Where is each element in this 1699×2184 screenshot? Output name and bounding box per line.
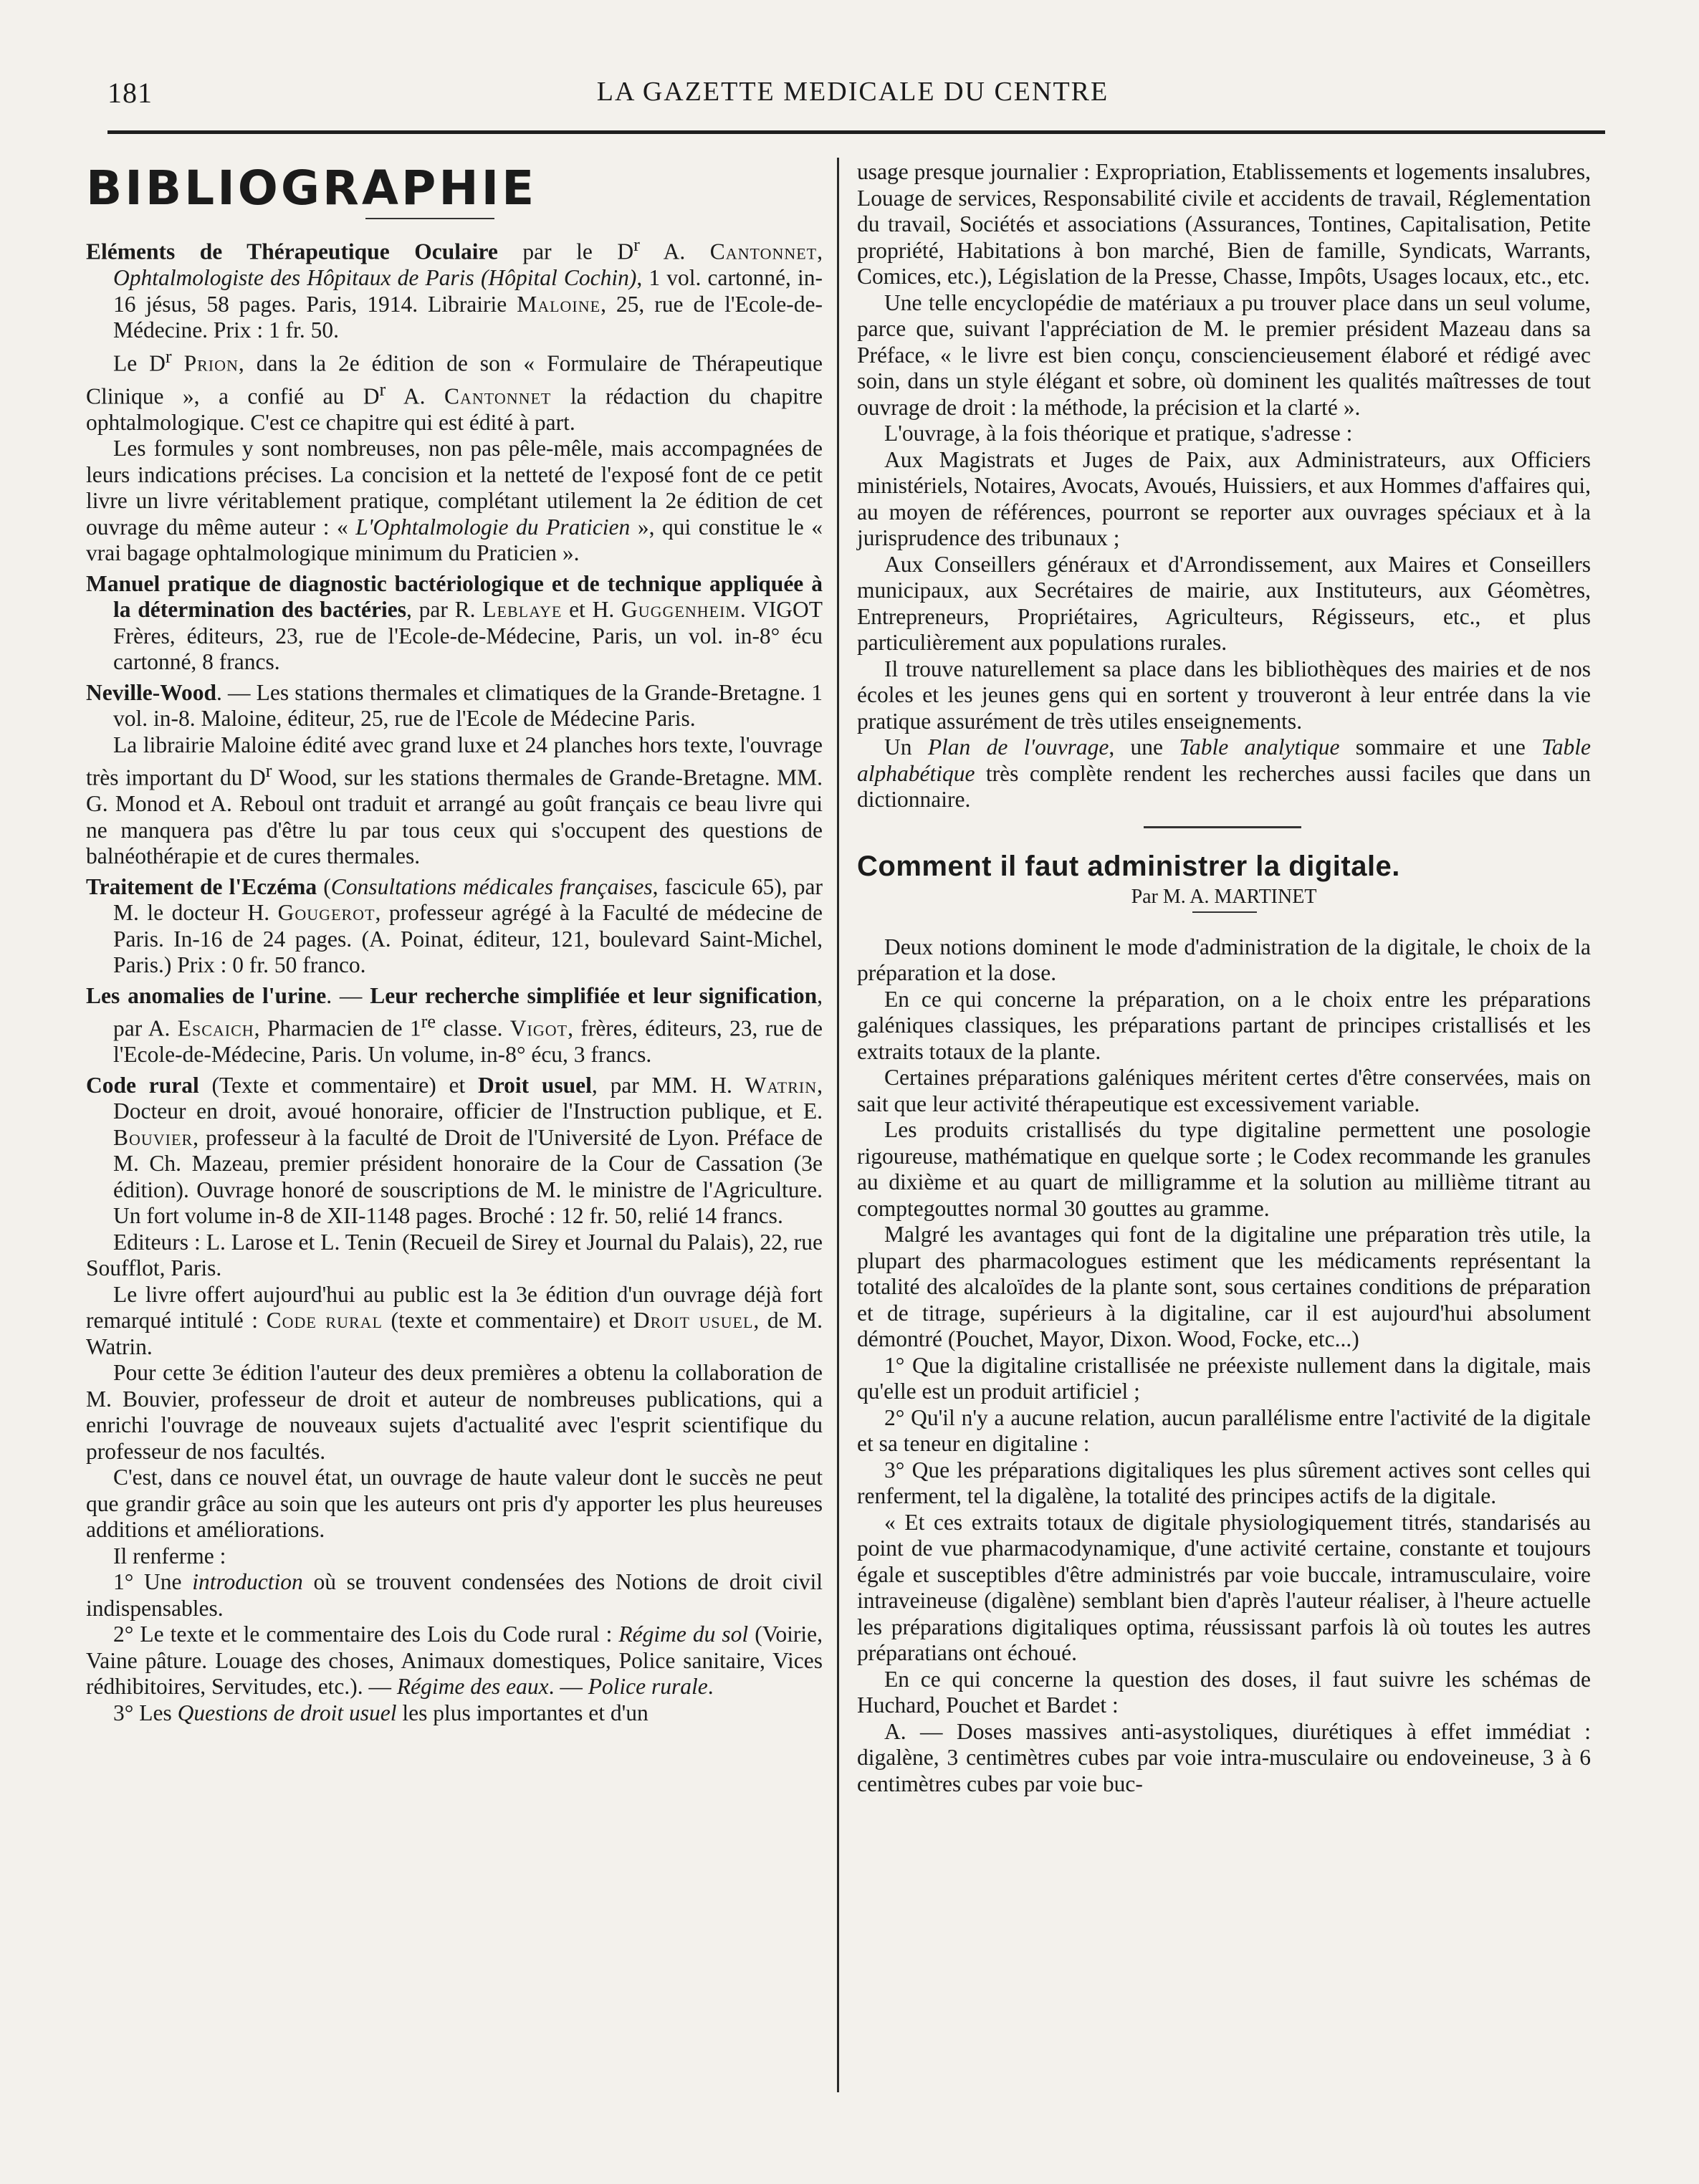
text-run: (Voirie, Vaine pâture. Louage des choses, Animaux domestiques, Police sanitaire, Vices rédhibitoires, Servitudes, etc.). — — [86, 1622, 823, 1699]
text-run: introduction — [192, 1569, 303, 1594]
text-run — [172, 350, 184, 375]
text-run: la rédaction du chapitre ophtalmologique. C'est ce chapitre qui est édité à part. — [86, 383, 823, 435]
entry-text: re — [421, 1011, 436, 1032]
text-run: , de M. Watrin. — [86, 1308, 823, 1359]
article-paragraph: 2° Qu'il n'y a aucune relation, aucun parallélisme entre l'activité de la digitale et sa teneur en digitaline : — [857, 1404, 1591, 1456]
entry-text: , frères, éditeurs, 23, rue de l'Ecole-de-Médecine, Paris. Un volume, in-8° écu, 3 francs. — [113, 1015, 823, 1067]
review-paragraph — [86, 1700, 823, 1727]
entry-text: ( — [317, 873, 331, 899]
text-run: A. — [386, 383, 444, 408]
entry-text: Ophtalmologiste des Hôpitaux de Paris (Hôpital Cochin) — [113, 265, 637, 290]
right-column — [857, 159, 1591, 1797]
text-run: r — [265, 760, 272, 781]
bibliography-entry — [86, 1073, 823, 1230]
text-run: Régime des eaux — [396, 1674, 549, 1699]
entry-title: Manuel pratique de diagnostic bactériologique et de technique appliquée à la détermination des bactéries — [86, 570, 823, 622]
journal-title: LA GAZETTE MEDICALE DU CENTRE — [596, 77, 1109, 107]
text-run: Police rurale — [588, 1674, 708, 1699]
column-divider — [837, 158, 839, 2092]
text-run: Table alphabétique — [857, 734, 1591, 786]
author-name: Prion — [183, 350, 239, 375]
review-paragraph — [86, 344, 823, 436]
article-paragraph: 3° Que les préparations digitaliques les plus sûrement actives sont celles qui renferment, tel la digalène, la totalité des principes actifs de la digitale. — [857, 1457, 1591, 1508]
entry-text: , Docteur en droit, avoué honoraire, officier de l'Instruction publique, et E. — [113, 1072, 823, 1124]
entry-text: . VIGOT Frères, éditeurs, 23, rue de l'Ecole-de-Médecine, Paris, un vol. in-8° écu cartonné, 8 francs. — [113, 597, 823, 674]
entry-title: Neville-Wood — [86, 679, 216, 705]
entry-text: Consultations médicales françaises — [330, 873, 653, 899]
entry-text: A. — [639, 239, 710, 264]
review-paragraph — [86, 436, 823, 567]
entry-title: Eléments de Thérapeutique Oculaire — [86, 239, 498, 264]
entry-text: , par MM. H. — [591, 1072, 745, 1098]
review-paragraph: Aux Magistrats et Juges de Paix, aux Administrateurs, aux Officiers ministériels, Notaires, Avocats, Avoués, Huissiers, et aux Hommes d'affaires qui, au moyen de références, pourront se reporter aux ouvrages spéciaux et à la jurisprudence des tribunaux ; — [857, 446, 1591, 550]
byline-rule — [1192, 911, 1257, 913]
text-run: Le livre offert aujourd'hui au public est la 3e édition d'un ouvrage déjà fort remarqué intitulé : — [86, 1281, 823, 1333]
text-run: . — — [548, 1674, 588, 1699]
article-title: Comment il faut administrer la digitale. — [857, 850, 1400, 882]
author-name: Escaich — [177, 1015, 254, 1041]
author-name: Cantonnet — [709, 239, 818, 264]
author-name: Watrin — [745, 1072, 818, 1098]
text-run: Plan de l'ouvrage — [927, 734, 1109, 760]
text-run: Régime du sol — [618, 1622, 749, 1647]
publisher-name: Vigot — [509, 1015, 568, 1041]
article-paragraph: En ce qui concerne la question des doses, il faut suivre les schémas de Huchard, Pouchet et Bardet : — [857, 1666, 1591, 1718]
page-header — [107, 76, 1598, 119]
publisher-name: Maloine — [517, 291, 601, 317]
text-run: , une — [1109, 734, 1179, 760]
text-run: r — [165, 345, 172, 367]
author-name: Guggenheim — [621, 597, 740, 622]
entry-title: Code rural — [86, 1072, 199, 1098]
entry-text: , 1 vol. cartonné, in-16 jésus, 58 pages. Paris, 1914. Librairie — [113, 265, 823, 317]
article-paragraph: 1° Que la digitaline cristallisée ne préexiste nullement dans la digitale, mais qu'elle est un produit artificiel ; — [857, 1352, 1591, 1404]
article-paragraph: Deux notions dominent le mode d'administration de la digitale, le choix de la préparation et la dose. — [857, 934, 1591, 985]
text-run: Droit usuel — [633, 1308, 754, 1333]
review-paragraph: Aux Conseillers généraux et d'Arrondissement, aux Maires et Conseillers municipaux, aux Secrétaires de mairie, aux Instituteurs, aux Géomètres, Entrepreneurs, Propriétaires, Agriculteurs, Régisseurs, etc., et plus particulièrement aux populations rurales. — [857, 551, 1591, 655]
review-paragraph: Editeurs : L. Larose et L. Tenin (Recueil de Sirey et Journal du Palais), 22, rue Soufflot, Paris. — [86, 1229, 823, 1280]
section-title: BIBLIOGRAPHIE — [86, 161, 537, 216]
entry-text: , par A. — [113, 982, 823, 1041]
text-run: Code rural — [266, 1308, 383, 1333]
entry-title: Leur recherche simplifiée et leur signification — [370, 982, 818, 1008]
bibliography-entry — [86, 983, 823, 1068]
text-run: les plus importantes et d'un — [396, 1700, 649, 1725]
title-rule — [365, 218, 494, 219]
left-column — [86, 159, 823, 1726]
entry-text: par le D — [497, 239, 634, 264]
bibliography-entry — [86, 571, 823, 676]
bibliography-entry — [86, 874, 823, 979]
bibliography-entry — [86, 232, 823, 344]
text-run: Table analytique — [1179, 734, 1340, 760]
entry-text: , professeur à la faculté de Droit de l'Université de Lyon. Préface de M. Ch. Mazeau, premier président honoraire de la Cour de Cassation (3e édition). Ouvrage honoré de souscriptions de M. le ministre de l'Agriculture. Un fort volume in-8 de XII-1148 pages. Broché : 12 fr. 50, relié 14 francs. — [113, 1124, 823, 1228]
entry-text: , fascicule 65), par M. le docteur H. — [113, 873, 823, 925]
review-paragraph: L'ouvrage, à la fois théorique et pratique, s'adresse : — [884, 421, 1353, 446]
review-paragraph — [86, 1569, 823, 1622]
author-name: Cantonnet — [444, 383, 552, 408]
author-name: Leblaye — [482, 597, 563, 622]
review-paragraph: C'est, dans ce nouvel état, un ouvrage de haute valeur dont le succès ne peut que grandir grâce au soin que les auteurs ont pris d'y apporter les plus heureuses additions et améliorations. — [86, 1465, 823, 1542]
review-paragraph — [86, 1282, 823, 1361]
text-run: sommaire et une — [1339, 734, 1542, 760]
entry-title: Les anomalies de l'urine — [86, 982, 327, 1008]
review-paragraph — [86, 1622, 823, 1700]
entry-text: , 25, rue de l'Ecole-de-Médecine. Prix : 1 fr. 50. — [113, 291, 823, 343]
entry-title: Droit usuel — [477, 1072, 592, 1098]
text-run: Questions de droit usuel — [177, 1700, 397, 1725]
entry-text: , professeur agrégé à la Faculté de médecine de Paris. In-16 de 24 pages. (A. Poinat, éditeur, 121, boulevard Saint-Michel, Paris.) Prix : 0 fr. 50 franco. — [113, 900, 823, 977]
text-run: (texte et commentaire) et — [382, 1308, 633, 1333]
entry-title: Traitement de l'Eczéma — [86, 873, 317, 899]
entry-text: (Texte et commentaire) et — [198, 1072, 478, 1098]
review-paragraph: Il renferme : — [113, 1543, 226, 1568]
text-run: 3° Les — [113, 1700, 178, 1725]
review-paragraph — [86, 732, 823, 870]
article-paragraph: Certaines préparations galéniques méritent certes d'être conservées, mais on sait que leur activité thérapeutique est excessivement variable. — [857, 1065, 1591, 1116]
header-rule — [107, 130, 1605, 134]
review-paragraph: Il trouve naturellement sa place dans les bibliothèques des mairies et de nos écoles et les jeunes gens qui en sortent y trouveront à leur entrée dans la vie pratique assurément de très utiles enseignements. — [857, 656, 1591, 734]
text-run: Wood, sur les stations thermales de Grande-Bretagne. MM. G. Monod et A. Reboul ont traduit et arrangé au goût français ce beau livre qui ne manquera pas d'être lu par tous ceux qui s'occupent des questions de balnéothérapie et de cures thermales. — [86, 765, 823, 868]
entry-text: , Pharmacien de 1 — [254, 1015, 421, 1041]
bibliography-entry — [86, 680, 823, 732]
article-paragraph: Malgré les avantages qui font de la digitaline une préparation très utile, la plupart des pharmacologues estiment que les médicaments représentant la totalité des alcaloïdes de la plante sont, sous certaines conditions de préparation et de titrage, supérieurs à la digitaline, car il est aujourd'hui absolument démontré (Pouchet, Mayor, Dixon. Wood, Focke, etc...) — [857, 1222, 1591, 1351]
text-run: . — [707, 1674, 714, 1699]
article-paragraph: A. — Doses massives anti-asystoliques, diurétiques à effet immédiat : digalène, 3 centimètres cubes par voie intra-musculaire ou endoveineuse, 3 à 6 centimètres cubes par voie buc- — [857, 1718, 1591, 1796]
entry-text: et H. — [562, 597, 621, 622]
entry-text: . — — [326, 982, 370, 1008]
text-run: très complète rendent les recherches aussi faciles que dans un dictionnaire. — [857, 760, 1591, 812]
text-run: r — [379, 378, 386, 400]
entry-text: , — [817, 239, 823, 264]
section-separator — [1144, 826, 1301, 828]
entry-text: r — [633, 234, 640, 255]
article-paragraph: « Et ces extraits totaux de digitale physiologiquement titrés, standarisés au point de vue pharmacodynamique, d'une activité certaine, constante et toujours égale et susceptibles d'être administrés par voie buccale, intramusculaire, voire intraveineuse (digalène) semblant bien d'après l'auteur réaliser, à l'heure actuelle les préparations digitaliques optima, réussissant parfois là où toutes les autres préparatians ont échoué. — [857, 1509, 1591, 1665]
text-run: La librairie Maloine édité avec grand luxe et 24 planches hors texte, l'ouvrage très important du D — [86, 732, 823, 790]
text-run: Les formules y sont nombreuses, non pas pêle-mêle, mais accompagnées de leurs indications précises. La concision et la netteté de l'exposé font de ce petit livre un livre véritablement pratique, complétant utilement la 2e édition de cet ouvrage du même auteur : « — [86, 436, 823, 540]
page-number: 181 — [107, 77, 153, 109]
author-name: Bouvier — [113, 1124, 193, 1150]
article-paragraph: Les produits cristallisés du type digitaline permettent une posologie rigoureuse, mathématique en quelque sorte ; le Codex recommande les granules au dixième et au quart de milligramme et la solution au millième titrant au comptegouttes normal 30 gouttes au gramme. — [857, 1117, 1591, 1221]
review-paragraph: Une telle encyclopédie de matériaux a pu trouver place dans un seul volume, parce que, suivant l'appréciation de M. le premier président Mazeau dans sa Préface, « le livre est bien conçu, consciencieusement élaboré et rédigé avec soin, dans un style élégant et sobre, où dominent les qualités maîtresses de tout ouvrage de droit : la méthode, la précision et la clarté ». — [857, 289, 1591, 420]
entry-text: . — Les stations thermales et climatiques de la Grande-Bretagne. 1 vol. in-8. Maloine, éditeur, 25, rue de l'Ecole de Médecine Paris. — [113, 679, 823, 731]
entry-text: classe. — [436, 1015, 510, 1041]
text-run: L'Ophtalmologie du Praticien — [355, 514, 631, 540]
text-run: Le D — [113, 350, 166, 375]
text-run: 2° Le texte et le commentaire des Lois du Code rural : — [113, 1622, 619, 1647]
text-run: où se trouvent condensées des Notions de droit civil indispensables. — [86, 1569, 823, 1621]
article-paragraph: En ce qui concerne la préparation, on a le choix entre les préparations galéniques classiques, les préparations partant de principes cristallisés et les extraits totaux de la plante. — [857, 986, 1591, 1064]
entry-text: , par R. — [406, 597, 483, 622]
text-run: , dans la 2e édition de son « Formulaire de Thérapeutique Clinique », a confié au D — [86, 350, 823, 408]
author-name: Gougerot — [277, 900, 375, 925]
review-paragraph — [857, 734, 1591, 813]
text-run: 1° Une — [113, 1569, 193, 1594]
text-run: Un — [884, 734, 928, 760]
article-byline: Par M. A. MARTINET — [1131, 885, 1317, 908]
continued-paragraph: usage presque journalier : Expropriation, Etablissements et logements insalubres, Louage de services, Responsabilité civile et accidents de travail, Réglementation du travail, Sociétés et associations (Assurances, Tontines, Capitalisation, Petite propriété, Habitations à bon marché, Bien de famille, Syndicats, Warrants, Comices, etc.), Législation de la Presse, Chasse, Impôts, Usages locaux, etc., etc. — [857, 159, 1591, 289]
text-run: », qui constitue le « vrai bagage ophtalmologique minimum du Praticien ». — [86, 514, 823, 565]
review-paragraph: Pour cette 3e édition l'auteur des deux premières a obtenu la collaboration de M. Bouvier, professeur de droit et auteur de nombreuses publications, qui a enrichi l'ouvrage de nouveaux sujets d'actualité avec l'esprit scientifique du professeur de nos facultés. — [86, 1360, 823, 1464]
